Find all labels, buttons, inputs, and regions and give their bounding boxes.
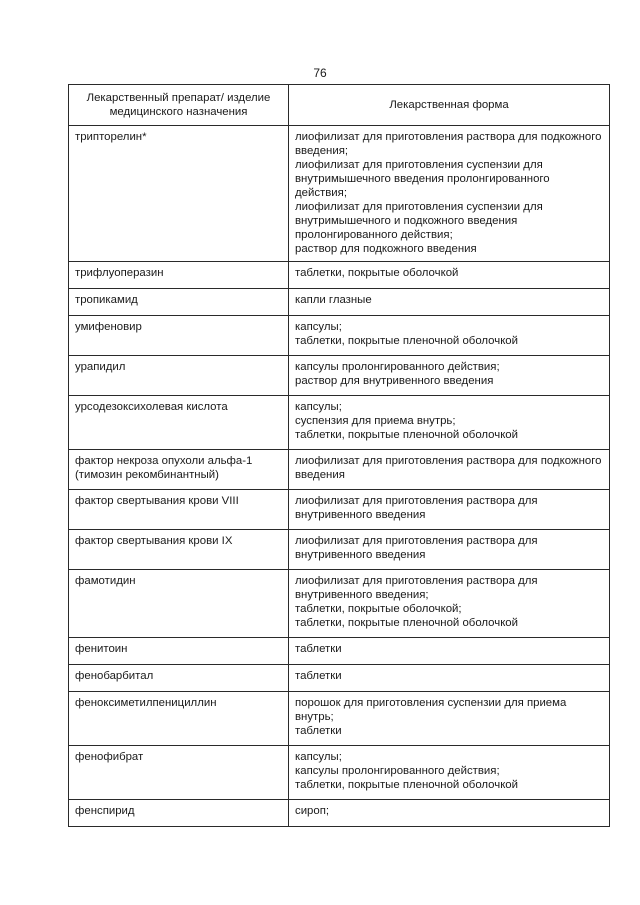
dosage-form-line: таблетки [295, 725, 342, 737]
table-row [69, 570, 610, 638]
drug-name-cell [69, 692, 289, 746]
drug-name: феноксиметилпенициллин [75, 697, 217, 709]
drug-name: фактор свертывания крови IX [75, 535, 233, 547]
drug-name-cell [69, 289, 289, 316]
dosage-form-line: капсулы пролонгированного действия; [295, 361, 500, 373]
table-header-row [69, 85, 610, 126]
drug-name: трипторелин* [75, 131, 147, 143]
dosage-form-cell [289, 289, 610, 316]
table-row [69, 316, 610, 356]
table-row [69, 289, 610, 316]
drug-name-cell [69, 530, 289, 570]
dosage-form-cell [289, 126, 610, 262]
dosage-form-line: лиофилизат для приготовления суспензии для внутримышечного введения пролонгированного действия; [295, 159, 550, 199]
dosage-form-cell [289, 530, 610, 570]
dosage-form-cell [289, 800, 610, 827]
dosage-form-cell [289, 490, 610, 530]
dosage-form-line: капсулы пролонгированного действия; [295, 765, 500, 777]
header-form: Лекарственная форма [289, 85, 610, 126]
drug-name-cell [69, 638, 289, 665]
dosage-form-line: лиофилизат для приготовления раствора для подкожного введения [295, 455, 602, 481]
drug-name: урапидил [75, 361, 126, 373]
table-row [69, 692, 610, 746]
dosage-form-line: таблетки, покрытые пленочной оболочкой [295, 335, 519, 347]
drug-name: фенитоин [75, 643, 128, 655]
drug-name: фенофибрат [75, 751, 144, 763]
dosage-form-line: таблетки, покрытые оболочкой [295, 267, 459, 279]
drug-name: тропикамид [75, 294, 138, 306]
table-row [69, 396, 610, 450]
dosage-form-line: капсулы; [295, 401, 342, 413]
table-row [69, 450, 610, 490]
dosage-form-line: лиофилизат для приготовления раствора для подкожного введения; [295, 131, 602, 157]
drug-name-cell [69, 746, 289, 800]
dosage-form-line: капсулы; [295, 321, 342, 333]
dosage-form-line: сироп; [295, 805, 330, 817]
dosage-form-cell [289, 665, 610, 692]
table-row [69, 530, 610, 570]
dosage-form-line: таблетки, покрытые пленочной оболочкой [295, 617, 519, 629]
dosage-form-cell [289, 396, 610, 450]
dosage-form-cell [289, 692, 610, 746]
table-row [69, 356, 610, 396]
dosage-form-cell [289, 570, 610, 638]
table-body [69, 126, 610, 827]
dosage-form-line: лиофилизат для приготовления раствора для внутривенного введения [295, 535, 538, 561]
table-row [69, 490, 610, 530]
drug-name-cell [69, 450, 289, 490]
drug-name-cell [69, 126, 289, 262]
drug-name: умифеновир [75, 321, 142, 333]
dosage-form-line: таблетки, покрытые пленочной оболочкой [295, 429, 519, 441]
drug-name-cell [69, 570, 289, 638]
drug-name: фамотидин [75, 575, 136, 587]
drug-name-cell [69, 262, 289, 289]
drug-name-cell [69, 356, 289, 396]
dosage-form-cell [289, 356, 610, 396]
drug-name: фенобарбитал [75, 670, 154, 682]
dosage-form-line: лиофилизат для приготовления суспензии для внутримышечного и подкожного введения пролонгированного действия; [295, 201, 543, 241]
dosage-form-line: таблетки [295, 670, 342, 682]
dosage-form-line: раствор для подкожного введения [295, 243, 477, 255]
dosage-form-cell [289, 450, 610, 490]
dosage-form-line: капсулы; [295, 751, 342, 763]
drug-name-cell [69, 800, 289, 827]
table-row [69, 665, 610, 692]
dosage-form-line: таблетки [295, 643, 342, 655]
table-row [69, 126, 610, 262]
header-drug: Лекарственный препарат/ изделие медицинского назначения [69, 85, 289, 126]
drug-name-cell [69, 396, 289, 450]
dosage-form-line: таблетки, покрытые оболочкой; [295, 603, 462, 615]
drug-name-cell [69, 490, 289, 530]
dosage-form-line: лиофилизат для приготовления раствора для внутривенного введения; [295, 575, 538, 601]
table-row [69, 746, 610, 800]
drug-name: фактор некроза опухоли альфа-1 (тимозин рекомбинантный) [75, 455, 253, 481]
page-number: 76 [313, 66, 327, 80]
drug-name: фактор свертывания крови VIII [75, 495, 239, 507]
dosage-form-line: раствор для внутривенного введения [295, 375, 494, 387]
table-row [69, 800, 610, 827]
dosage-form-cell [289, 316, 610, 356]
drug-name: фенспирид [75, 805, 135, 817]
drug-name: урсодезоксихолевая кислота [75, 401, 228, 413]
dosage-form-line: таблетки, покрытые пленочной оболочкой [295, 779, 519, 791]
drug-name: трифлуоперазин [75, 267, 164, 279]
dosage-form-cell [289, 262, 610, 289]
table-row [69, 262, 610, 289]
dosage-form-cell [289, 746, 610, 800]
dosage-form-line: капли глазные [295, 294, 372, 306]
drug-name-cell [69, 665, 289, 692]
dosage-form-cell [289, 638, 610, 665]
drug-name-cell [69, 316, 289, 356]
dosage-form-line: порошок для приготовления суспензии для приема внутрь; [295, 697, 567, 723]
table-row [69, 638, 610, 665]
dosage-form-line: суспензия для приема внутрь; [295, 415, 456, 427]
drug-table [68, 84, 610, 827]
dosage-form-line: лиофилизат для приготовления раствора для внутривенного введения [295, 495, 538, 521]
